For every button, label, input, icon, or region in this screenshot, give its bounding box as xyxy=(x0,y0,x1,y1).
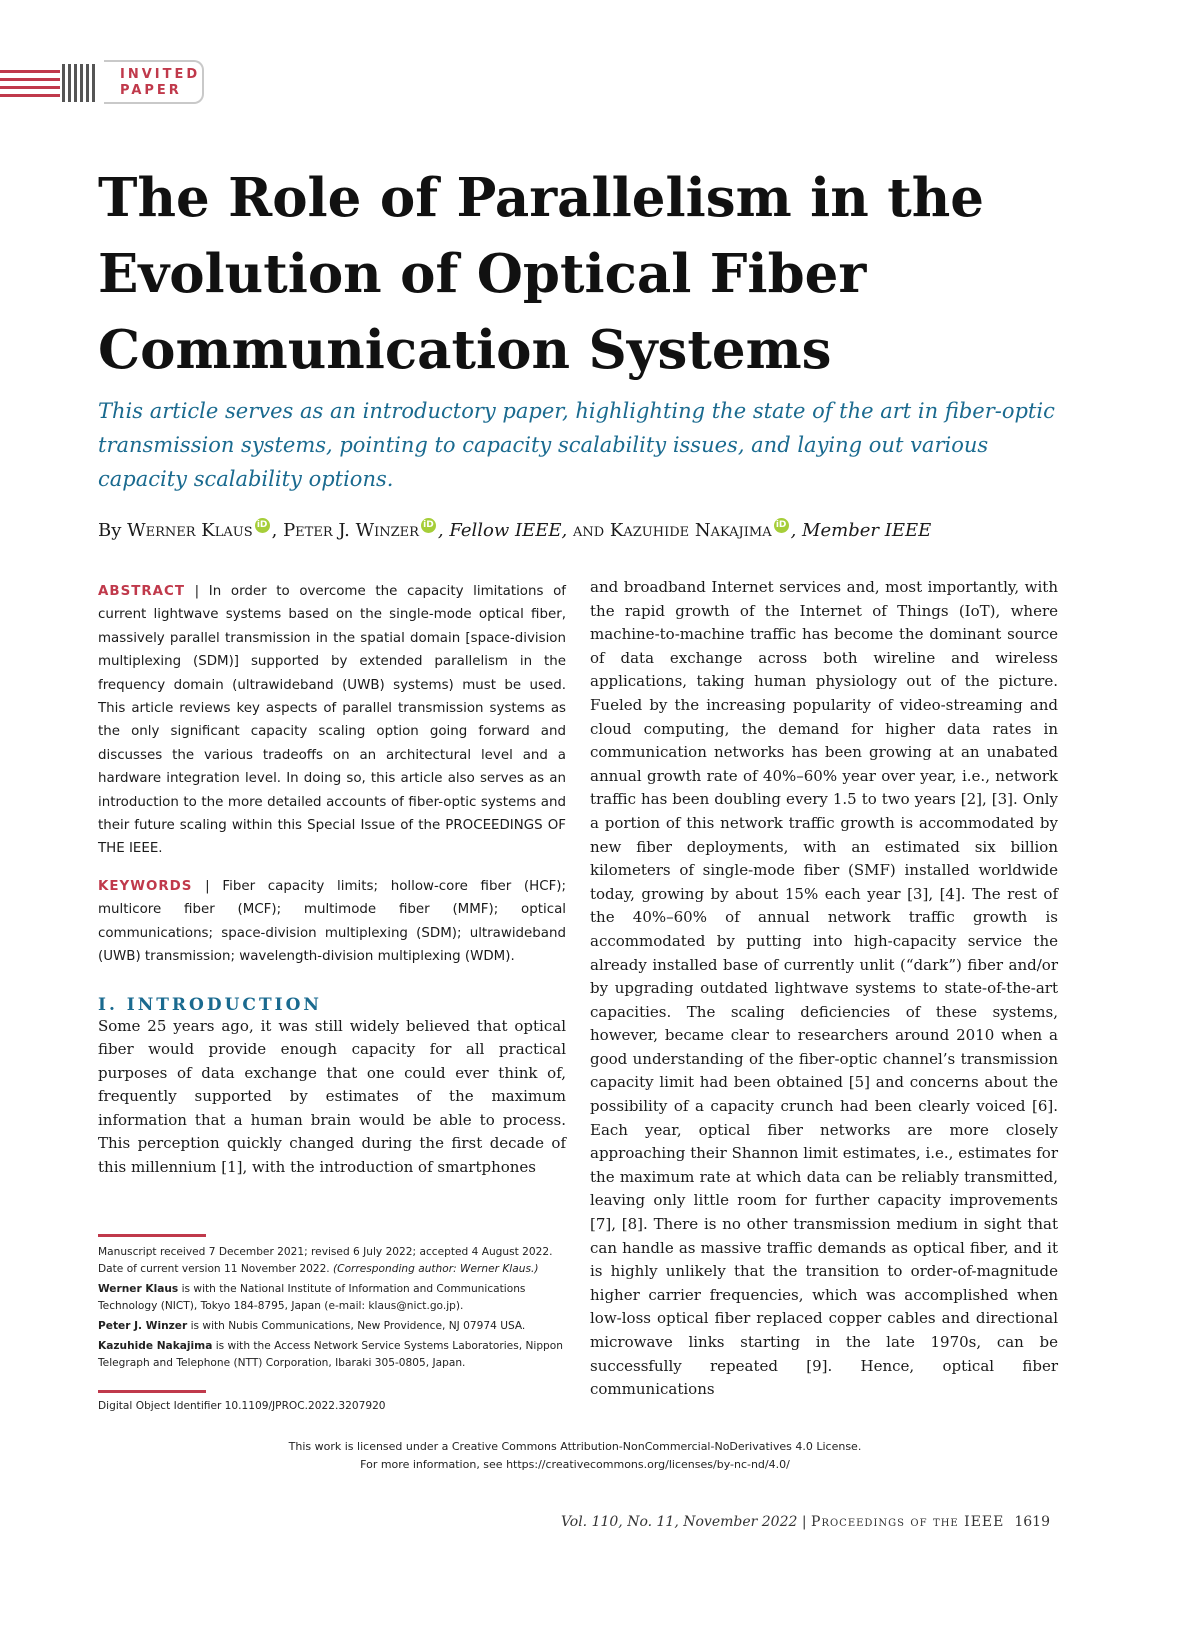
keywords xyxy=(98,875,566,969)
doi-divider xyxy=(98,1390,206,1393)
footnotes xyxy=(98,1244,568,1375)
invited-paper-badge xyxy=(0,60,210,106)
badge-label xyxy=(120,67,200,99)
right-column xyxy=(590,576,1058,1402)
footer-bar: | xyxy=(797,1514,812,1530)
byline-prefix: By xyxy=(98,520,128,541)
footnote-nakajima-text: is with the Access Network Service Systems Laboratories, Nippon Telegraph and Telephone (NTT) Corporation, Ibaraki 305-0805, Japan. xyxy=(98,1340,563,1369)
footnote-divider xyxy=(98,1234,206,1237)
footnote-klaus-text: is with the National Institute of Information and Communications Technology (NICT), Tokyo 184-8795, Japan (e-mail: klaus@nict.go.jp). xyxy=(98,1283,526,1312)
orcid-icon[interactable]: iD xyxy=(421,518,436,533)
license-notice xyxy=(0,1438,1150,1474)
abstract-label: ABSTRACT xyxy=(98,584,185,599)
paper-title: The Role of Parallelism in the Evolution of Optical Fiber Communication Systems xyxy=(98,167,984,381)
orcid-icon[interactable]: iD xyxy=(255,518,270,533)
author-klaus[interactable]: Werner Klaus xyxy=(127,520,253,541)
badge-line-2: PAPER xyxy=(120,83,182,98)
introduction-paragraph-left: Some 25 years ago, it was still widely believed that optical fiber would provide enough capacity for all practical purposes of data exchange that one could ever think of, frequently supported by estimates of the maximum information that a human brain would be able to process. This perception quickly changed during the first decade of this millennium [1], with the introduction of smartphones xyxy=(98,1016,566,1177)
introduction-paragraph-right: and broadband Internet services and, most importantly, with the rapid growth of the Internet of Things (IoT), where machine-to-machine traffic has become the dominant source of data exchange across both wireline and wireless applications, taking human physiology out of the picture. Fueled by the increasing popularity of video-streaming and cloud computing, the demand for higher data rates in communication networks has been growing at an unabated annual growth rate of 40%–60% year over year, i.e., network traffic has been doubling every 1.5 to two years [2], [3]. Only a portion of this network traffic growth is accommodated by new fiber deployments, with an estimated six billion kilometers of single-mode fiber (SMF) installed worldwide today, growing by about 15% each year [3], [4]. The rest of the 40%–60% of annual network traffic growth is accommodated by putting into high-capacity service the already installed base of currently unlit (“dark”) fiber and/or by upgrading outdated lightwave systems to state-of-the-art capacities. The scaling deficiencies of these systems, however, became clear to researchers around 2010 when a good understanding of the fiber-optic channel’s transmission capacity limit had been obtained [5] and concerns about the possibility of a capacity crunch had been clearly voiced [6]. Each year, optical fiber networks are more closely approaching their Shannon limit estimates, i.e., estimates for the maximum rate at which data can be reliably transmitted, leaving only little room for further capacity improvements [7], [8]. There is no other transmission medium in sight that can handle as massive traffic demands as optical fiber, and it is highly unlikely that the transition to order-of-magnitude higher carrier frequencies, which was accomplished when low-loss optical fiber replaced copper cables and directional microwave links starting in the late 1970s, can be successfully repeated [9]. Hence, optical fiber communications xyxy=(590,578,1058,1399)
page-footer xyxy=(561,1514,1050,1530)
abstract-separator: | xyxy=(184,584,209,599)
footnote-winzer-name: Peter J. Winzer xyxy=(98,1320,188,1332)
badge-stripes-icon xyxy=(0,64,100,102)
paper-subtitle: This article serves as an introductory paper, highlighting the state of the art in fiber-optic transmission systems, pointing to capacity scalability issues, and laying out various capacity scalability options. xyxy=(98,399,1055,491)
author-nakajima-affiliation: , Member IEEE xyxy=(790,520,932,541)
footnote-winzer-text: is with Nubis Communications, New Providence, NJ 07974 USA. xyxy=(187,1320,526,1332)
footnote-klaus-name: Werner Klaus xyxy=(98,1283,179,1295)
footnote-manuscript xyxy=(98,1244,568,1278)
page-number: 1619 xyxy=(1014,1514,1050,1530)
byline-and: and xyxy=(567,520,610,541)
license-line-2[interactable]: For more information, see https://creativecommons.org/licenses/by-nc-nd/4.0/ xyxy=(360,1458,790,1471)
footnote-winzer xyxy=(98,1318,568,1335)
manuscript-dates: Manuscript received 7 December 2021; revised 6 July 2022; accepted 4 August 2022. Date of current version 11 November 2022. xyxy=(98,1246,553,1275)
author-winzer[interactable]: Peter J. Winzer xyxy=(283,520,419,541)
footnote-klaus xyxy=(98,1281,568,1315)
keywords-label: KEYWORDS xyxy=(98,878,193,894)
left-column xyxy=(98,580,566,1180)
footnote-nakajima-name: Kazuhide Nakajima xyxy=(98,1340,213,1352)
orcid-icon[interactable]: iD xyxy=(774,518,789,533)
author-nakajima[interactable]: Kazuhide Nakajima xyxy=(609,520,772,541)
abstract xyxy=(98,580,566,861)
publication-name: Proceedings of the IEEE xyxy=(811,1514,1005,1530)
keywords-separator: | xyxy=(192,878,223,894)
volume-info: Vol. 110, No. 11, November 2022 xyxy=(560,1514,798,1530)
doi[interactable]: Digital Object Identifier 10.1109/JPROC.2022.3207920 xyxy=(98,1400,386,1412)
author-byline xyxy=(98,518,1098,544)
corresponding-author: (Corresponding author: Werner Klaus.) xyxy=(333,1263,539,1275)
abstract-text: In order to overcome the capacity limitations of current lightwave systems based on the single-mode optical fiber, massively parallel transmission in the spatial domain [space-division multiplexing (SDM)] supported by extended parallelism in the frequency domain (ultrawideband (UWB) systems) must be used. This article reviews key aspects of parallel transmission systems as the only significant capacity scaling option going forward and discusses the various tradeoffs on an architectural level and a hardware integration level. In doing so, this article also serves as an introduction to the more detailed accounts of fiber-optic systems and their future scaling within this Special Issue of the PROCEEDINGS OF THE IEEE. xyxy=(98,584,566,857)
footnote-nakajima xyxy=(98,1338,568,1372)
section-heading-introduction: I. INTRODUCTION xyxy=(98,994,322,1015)
license-line-1: This work is licensed under a Creative Commons Attribution-NonCommercial-NoDerivatives 4.0 License. xyxy=(288,1440,862,1453)
badge-line-1: INVITED xyxy=(120,67,201,82)
author-winzer-affiliation: , Fellow IEEE, xyxy=(437,520,568,541)
byline-sep: , xyxy=(271,520,284,541)
keywords-text: Fiber capacity limits; hollow-core fiber (HCF); multicore fiber (MCF); multimode fiber (MMF); optical communications; space-division multiplexing (SDM); ultrawideband (UWB) transmission; wavelength-division multiplexing (WDM). xyxy=(98,878,567,965)
